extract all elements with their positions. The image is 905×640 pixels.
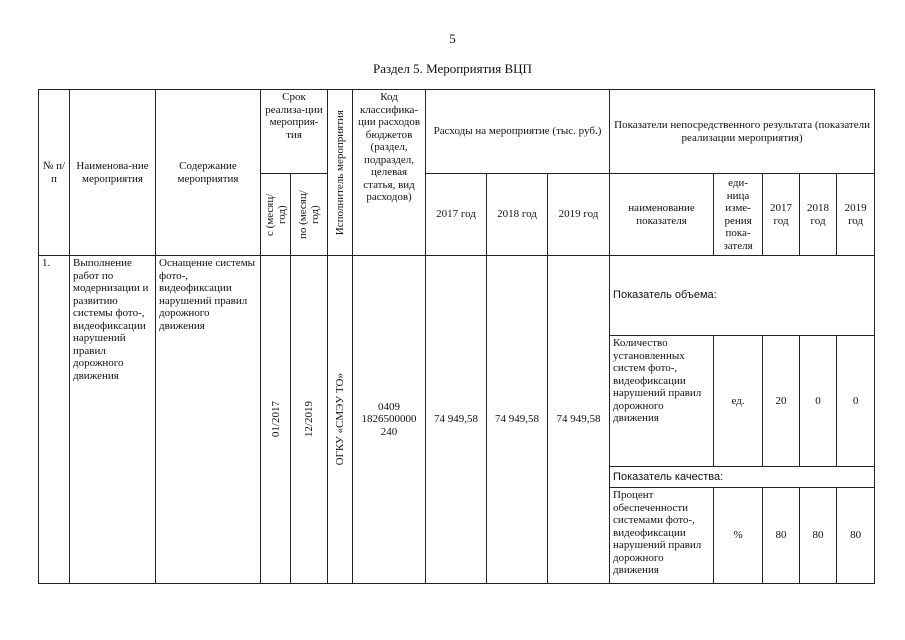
row-executor-cell (328, 256, 353, 584)
table-row (39, 256, 875, 336)
header-period: Срок реализа-ции мероприя-тия (261, 90, 328, 174)
quality-indicator-unit: % (714, 488, 763, 584)
header-period-to: по (месяц/год) (297, 190, 321, 239)
row-exp-2017: 74 949,58 (426, 256, 487, 584)
volume-indicator-name: Количество установленных систем фото-, видеофиксации нарушений правил дорожного движения (610, 336, 714, 467)
volume-indicator-2019: 0 (837, 336, 875, 467)
header-num: № п/п (39, 90, 70, 256)
volume-indicator-unit: ед. (714, 336, 763, 467)
header-exp-2019: 2019 год (548, 174, 610, 256)
quality-indicator-2018: 80 (800, 488, 837, 584)
header-row-1 (39, 90, 875, 174)
header-ind-2017: 2017 год (763, 174, 800, 256)
header-expenses: Расходы на мероприятие (тыс. руб.) (426, 90, 610, 174)
page-number: 5 (449, 31, 456, 46)
header-exp-2017: 2017 год (426, 174, 487, 256)
header-ind-name: наименование показателя (610, 174, 714, 256)
row-exp-2019: 74 949,58 (548, 256, 610, 584)
quality-indicator-2019: 80 (837, 488, 875, 584)
header-period-from-cell (261, 174, 291, 256)
header-executor: Исполнитель мероприятия (334, 109, 347, 236)
header-content: Содержание мероприятия (156, 90, 261, 256)
quality-indicator-name: Процент обеспеченности системами фото-, видеофиксации нарушений правил дорожного движения (610, 488, 714, 584)
header-executor-cell (328, 90, 353, 256)
budget-code-line-2: 1826500000 (361, 413, 417, 426)
header-name: Наименова-ние мероприятия (70, 90, 156, 256)
header-period-to-cell (291, 174, 328, 256)
row-period-from-cell (261, 256, 291, 584)
row-exp-2018: 74 949,58 (487, 256, 548, 584)
quality-indicator-label: Показатель качества: (610, 467, 875, 488)
volume-indicator-2018: 0 (800, 336, 837, 467)
header-exp-2018: 2018 год (487, 174, 548, 256)
measures-table (38, 89, 875, 584)
header-indicators: Показатели непосредственного результата (показатели реализации мероприятия) (610, 90, 875, 174)
row-period-to: 12/2019 (303, 401, 315, 438)
budget-code-line-1: 0409 (378, 400, 401, 413)
header-period-from: с (месяц/год) (263, 193, 288, 236)
header-ind-unit: еди-ница изме-рения пока-зателя (714, 174, 763, 256)
row-executor: ОГКУ «СМЭУ ТО» (334, 373, 347, 466)
header-ind-2018: 2018 год (800, 174, 837, 256)
row-period-to-cell (291, 256, 328, 584)
header-budget-code: Код классифика-ции расходов бюджетов (раздел, подраздел, целевая статья, вид расходов) (353, 90, 426, 256)
row-num: 1. (39, 256, 70, 584)
volume-indicator-label: Показатель объема: (610, 256, 875, 336)
header-ind-2019: 2019 год (837, 174, 875, 256)
row-content: Оснащение системы фото-, видеофиксации нарушений правил дорожного движения (156, 256, 261, 584)
row-name: Выполнение работ по модернизации и развитию системы фото-, видеофиксации нарушений правил дорожного движения (70, 256, 156, 584)
volume-indicator-2017: 20 (763, 336, 800, 467)
quality-indicator-2017: 80 (763, 488, 800, 584)
budget-code-line-3: 240 (380, 425, 398, 438)
section-title: Раздел 5. Мероприятия ВЦП (373, 61, 532, 76)
row-budget-code (353, 256, 426, 584)
row-period-from: 01/2017 (269, 401, 282, 438)
